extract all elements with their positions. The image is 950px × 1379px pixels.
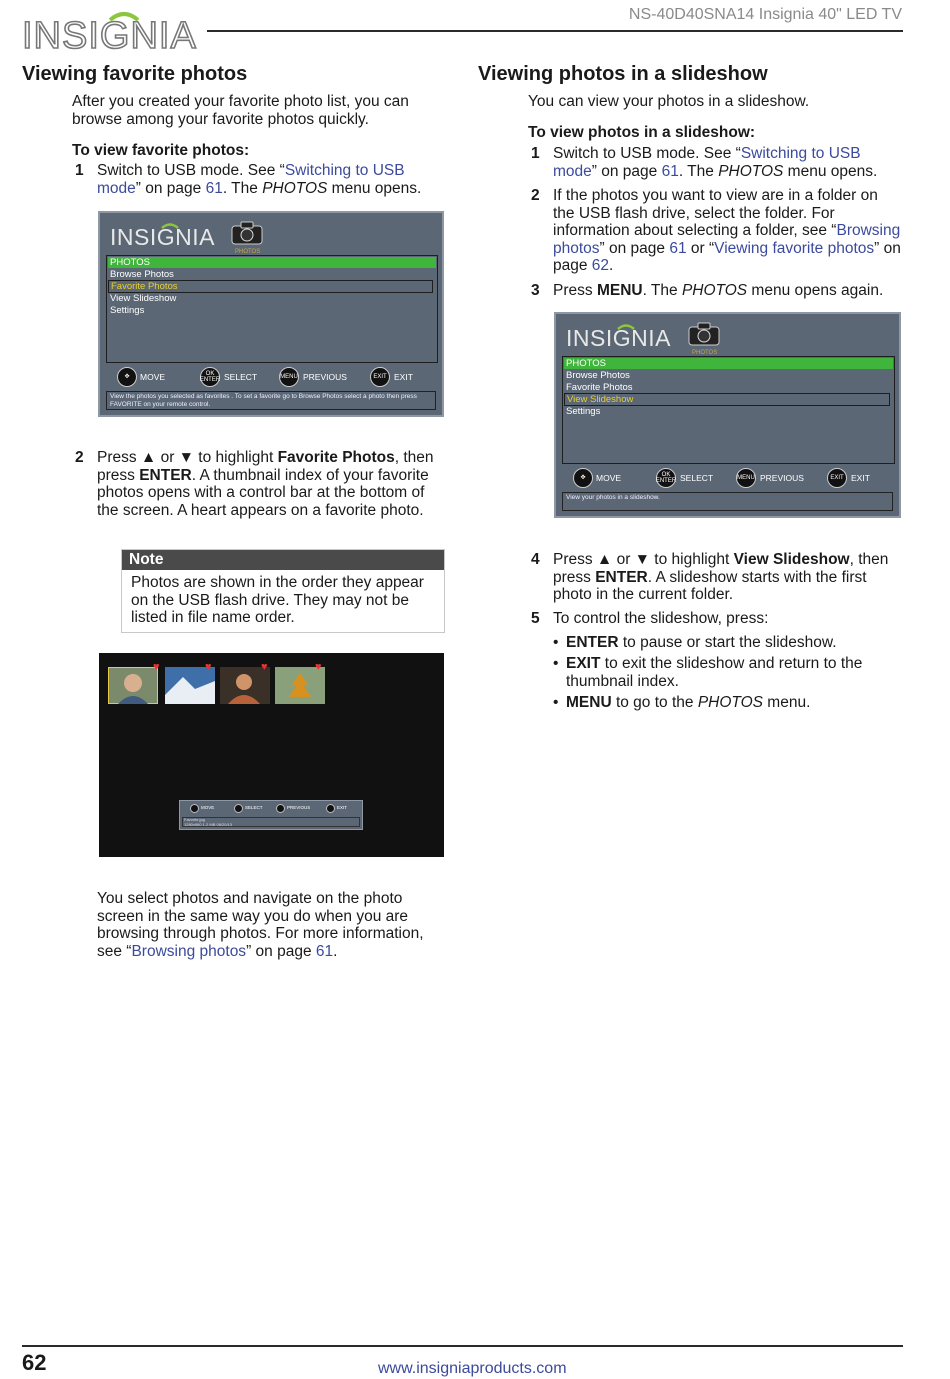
step-text: .	[609, 257, 614, 274]
tv-menu-screenshot-slideshow	[554, 312, 901, 518]
step-text: Switch to USB mode. See “	[553, 145, 741, 162]
step-bold: ENTER	[139, 466, 192, 484]
step-italic: PHOTOS	[681, 282, 748, 299]
screen-hint: View the photos you selected as favorites . To set a favorite go to Browse Photos select a photo then press FAVORITE on your remote control.	[106, 391, 436, 410]
step-text: If the photos you want to view are in a folder on the USB flash drive, select the folder. For information about selecting a folder, see “	[553, 187, 878, 239]
thumbnail-photo-1[interactable]	[108, 667, 158, 704]
step-number: 1	[531, 145, 540, 162]
bullet-dot: •	[553, 655, 559, 672]
bullet-text: menu.	[763, 694, 811, 711]
link-page[interactable]: 61	[315, 942, 334, 960]
right-step-5	[531, 610, 898, 628]
step-text: or “	[686, 239, 715, 257]
left-heading: Viewing favorite photos	[22, 63, 248, 85]
step-bold: View Slideshow	[733, 551, 850, 568]
note-box	[121, 549, 445, 633]
bullet-italic: PHOTOS	[697, 694, 763, 711]
favorite-heart-icon: ♥	[315, 661, 322, 673]
footer-rule	[22, 1345, 903, 1347]
step-text: ” on page	[591, 162, 662, 180]
ctrl-previous: PREVIOUS	[760, 473, 804, 483]
bullet-bold: MENU	[566, 694, 612, 711]
outro-text: .	[333, 942, 338, 960]
favorite-heart-icon: ♥	[261, 661, 268, 673]
ctrl-select: SELECT	[245, 805, 263, 810]
right-subheading: To view photos in a slideshow:	[528, 124, 756, 141]
bullet-bold: ENTER	[566, 634, 619, 651]
left-step-2	[75, 449, 445, 519]
step-text: ” on page	[553, 239, 901, 274]
step-bold: ENTER	[595, 568, 648, 586]
step-text: Press	[553, 282, 597, 299]
step-number: 3	[531, 282, 540, 299]
link-switching-usb[interactable]: Switching to USB mode	[553, 145, 861, 180]
thumbnail-control-bar	[179, 800, 363, 830]
link-switching-usb[interactable]: Switching to USB mode	[97, 162, 405, 197]
bullet-text: to exit the slideshow and return to the thumbnail index.	[566, 655, 863, 690]
link-browsing-photos[interactable]: Browsing photos	[131, 942, 247, 960]
menu-item-favorite[interactable]: Favorite Photos	[566, 382, 633, 393]
bullet-exit	[553, 655, 896, 690]
step-text: , then press	[553, 551, 889, 586]
step-text: . A thumbnail index of your favorite photos opens with a control bar at the bottom of the screen. A heart appears on a favorite photo.	[97, 466, 429, 519]
step-italic: PHOTOS	[718, 162, 784, 180]
right-step-3	[531, 282, 898, 300]
link-browsing-photos[interactable]: Browsing photos	[553, 222, 901, 257]
step-text: Press ▲ or ▼ to highlight	[553, 551, 734, 568]
info-details: 1280x960 1.2 MB 08/20/13	[184, 821, 233, 827]
svg-text:INSIGNIA: INSIGNIA	[110, 224, 215, 249]
exit-icon	[326, 804, 335, 813]
move-icon: ✥	[117, 367, 137, 387]
bullet-dot: •	[553, 634, 559, 651]
model-title: NS-40D40SNA14 Insignia 40" LED TV	[628, 6, 902, 23]
thumbnail-info	[182, 817, 360, 827]
link-page[interactable]: 61	[205, 179, 223, 197]
step-text: . The	[642, 282, 682, 299]
step-text: , then press	[97, 449, 434, 484]
ctrl-exit: EXIT	[851, 473, 870, 483]
menu-item-settings[interactable]: Settings	[566, 406, 601, 417]
camera-label: PHOTOS	[692, 350, 718, 356]
tv-menu-screenshot-favorite	[98, 211, 444, 417]
menu-item-favorite[interactable]: Favorite Photos	[108, 280, 433, 293]
ok-enter-icon	[234, 804, 243, 813]
bullet-enter	[553, 634, 896, 652]
camera-label: PHOTOS	[235, 249, 261, 255]
thumbnail-index-screenshot	[99, 653, 444, 857]
step-number: 4	[531, 551, 540, 568]
menu-header: PHOTOS	[564, 358, 893, 369]
note-body: Photos are shown in the order they appear on the USB flash drive. They may not be listed in file name order.	[131, 574, 424, 626]
bullet-bold: EXIT	[566, 655, 601, 672]
step-text: ” on page	[599, 239, 670, 257]
ctrl-move: MOVE	[596, 473, 622, 483]
outro-text: You select photos and navigate on the photo screen in the same way you do when you are browsing through photos. For more information, see “	[97, 890, 424, 960]
step-text: . A slideshow starts with the first photo in the current folder.	[553, 568, 867, 603]
svg-text:INSIGNIA: INSIGNIA	[566, 325, 671, 350]
menu-icon	[276, 804, 285, 813]
favorite-heart-icon: ♥	[205, 661, 212, 673]
ctrl-select: SELECT	[680, 473, 714, 483]
step-number: 1	[75, 162, 84, 179]
link-page[interactable]: 61	[669, 239, 687, 257]
move-icon	[190, 804, 199, 813]
outro-text: ” on page	[246, 942, 316, 960]
exit-icon: EXIT	[827, 468, 847, 488]
menu-item-browse[interactable]: Browse Photos	[566, 370, 630, 381]
header-rule	[207, 30, 903, 32]
menu-item-slideshow[interactable]: View Slideshow	[564, 393, 890, 406]
screen-hint: View your photos in a slideshow.	[562, 492, 893, 511]
note-title: Note	[122, 550, 444, 570]
move-icon: ✥	[573, 468, 593, 488]
tv-insignia-logo	[566, 322, 678, 350]
ctrl-move: MOVE	[201, 805, 215, 810]
step-text: menu opens again.	[747, 282, 884, 299]
right-step-1	[531, 145, 898, 180]
right-intro: You can view your photos in a slideshow.	[528, 93, 810, 110]
step-bold: MENU	[596, 282, 643, 299]
step-text: Switch to USB mode. See “	[97, 162, 285, 179]
svg-text:INSIGNIA: INSIGNIA	[22, 15, 197, 56]
ctrl-exit: EXIT	[394, 372, 413, 382]
link-page[interactable]: 61	[661, 162, 679, 180]
page-number: 62	[22, 1350, 47, 1375]
step-number: 2	[531, 187, 540, 204]
left-subheading: To view favorite photos:	[72, 142, 250, 159]
step-text: ” on page	[135, 179, 206, 197]
menu-icon: MENU	[736, 468, 756, 488]
camera-icon	[230, 220, 264, 246]
step-bold: Favorite Photos	[277, 449, 395, 466]
favorite-heart-icon: ♥	[153, 661, 160, 673]
right-step-4	[531, 551, 903, 604]
step-text: To control the slideshow, press:	[553, 610, 769, 627]
footer-url[interactable]: www.insigniaproducts.com	[378, 1360, 567, 1377]
ctrl-move: MOVE	[140, 372, 166, 382]
link-page[interactable]: 62	[591, 257, 610, 274]
step-text: menu opens.	[327, 179, 422, 197]
step-number: 2	[75, 449, 84, 466]
bullet-dot: •	[553, 694, 559, 711]
bullet-text: to pause or start the slideshow.	[618, 634, 837, 651]
menu-header: PHOTOS	[108, 257, 436, 268]
right-heading: Viewing photos in a slideshow	[478, 63, 768, 85]
ctrl-previous: PREVIOUS	[287, 805, 311, 810]
ctrl-exit: EXIT	[337, 805, 348, 810]
menu-item-slideshow[interactable]: View Slideshow	[110, 293, 177, 304]
photos-menu	[562, 356, 895, 464]
link-viewing-favorite[interactable]: Viewing favorite photos	[714, 239, 875, 257]
camera-icon	[687, 321, 721, 347]
bullet-menu	[553, 694, 896, 712]
insignia-logo	[22, 8, 206, 56]
menu-item-browse[interactable]: Browse Photos	[110, 269, 174, 280]
step-text: . The	[678, 162, 719, 180]
tv-insignia-logo	[110, 221, 222, 249]
menu-icon: MENU	[279, 367, 299, 387]
ok-enter-icon: OK ENTER	[656, 468, 676, 488]
menu-item-settings[interactable]: Settings	[110, 305, 145, 316]
exit-icon: EXIT	[370, 367, 390, 387]
bullet-text: to go to the	[611, 694, 698, 711]
right-step-2	[531, 187, 903, 275]
step-number: 5	[531, 610, 540, 627]
ctrl-select: SELECT	[224, 372, 258, 382]
info-filename: Favorite.jpg	[184, 817, 205, 822]
left-intro: After you created your favorite photo list, you can browse among your favorite photos quickly.	[72, 93, 409, 128]
left-step-1	[75, 162, 442, 197]
photos-menu	[106, 255, 438, 363]
step-italic: PHOTOS	[262, 179, 328, 197]
step-text: . The	[222, 179, 263, 197]
step-text: Press ▲ or ▼ to highlight	[97, 449, 278, 466]
ctrl-previous: PREVIOUS	[303, 372, 347, 382]
step-text: menu opens.	[783, 162, 878, 180]
left-outro	[97, 890, 447, 960]
ok-enter-icon: OK ENTER	[200, 367, 220, 387]
